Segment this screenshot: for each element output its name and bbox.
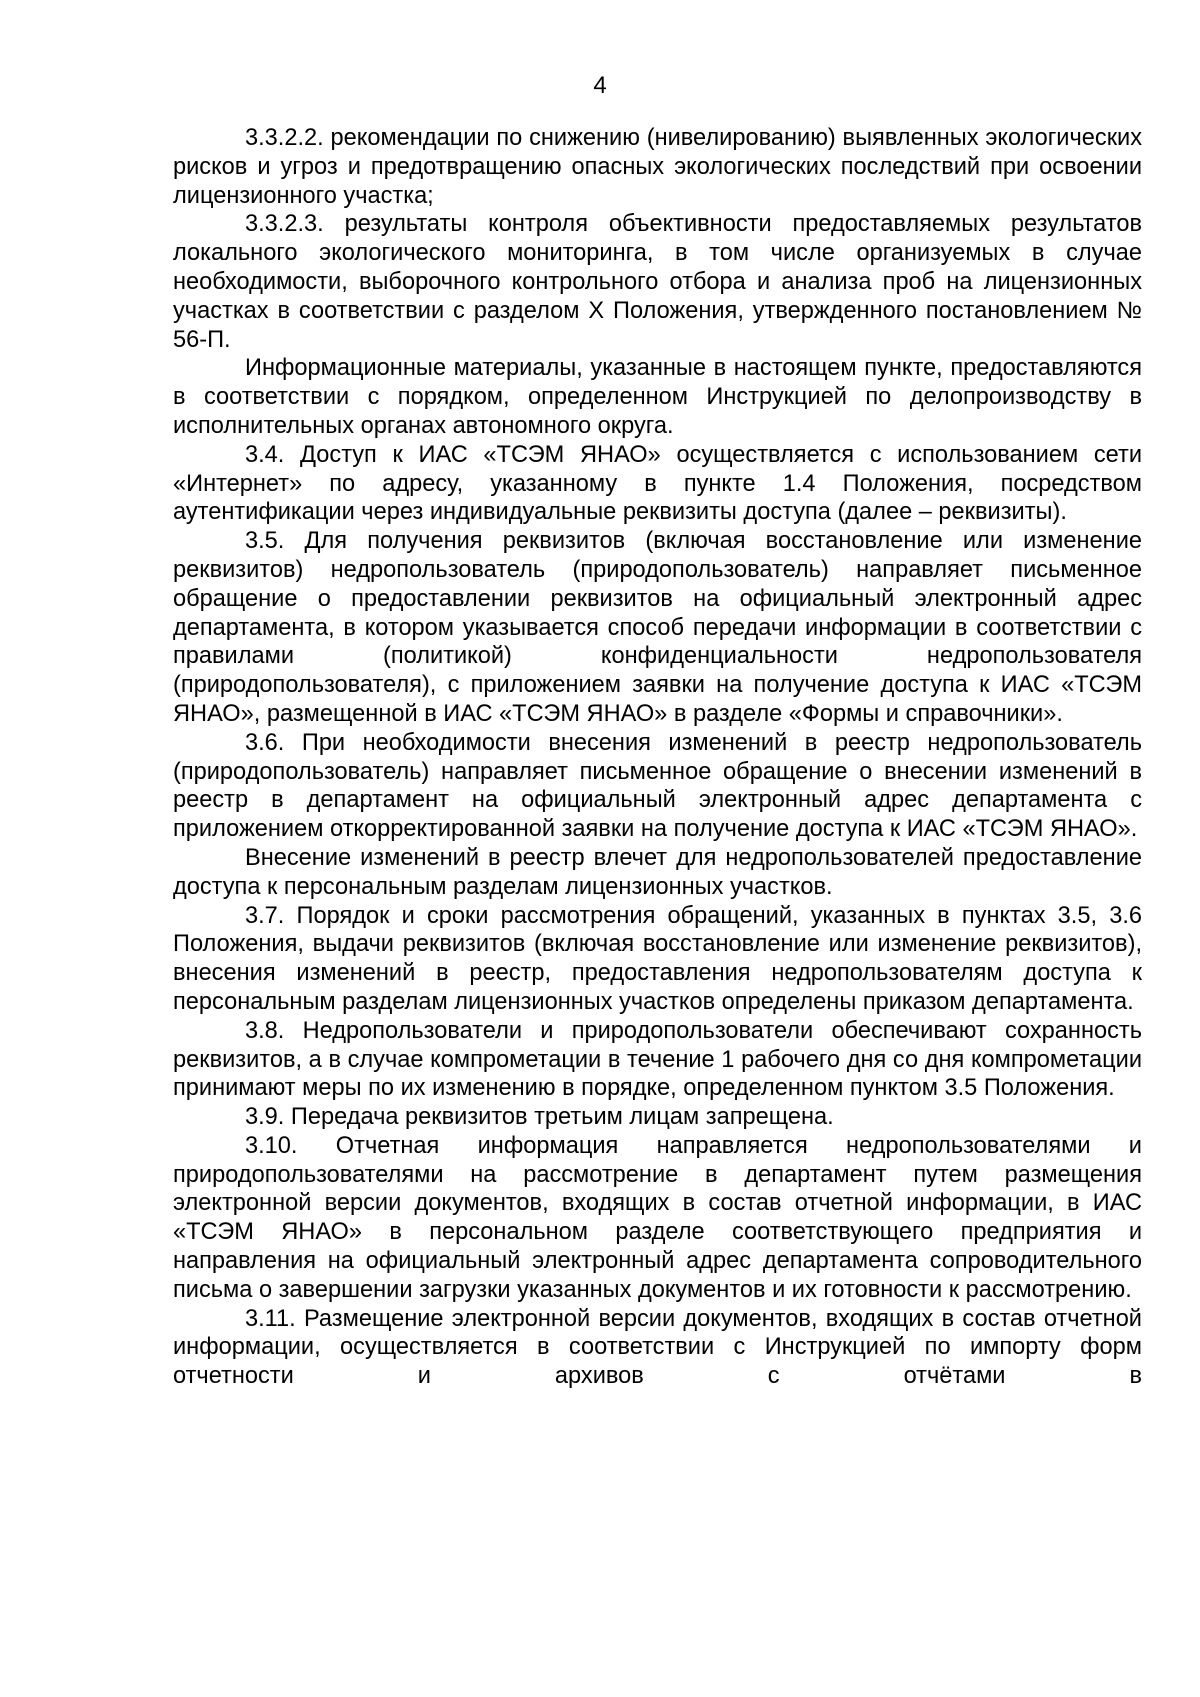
paragraph-3-9: 3.9. Передача реквизитов третьим лицам запрещена. <box>245 1104 834 1131</box>
paragraph-3-10: 3.10. Отчетная информация направляется недропользователями и природопользователями на рассмотрение в департамент путем размещения электронной версии документов, входящих в состав отчетной информации, в ИАС «ТСЭМ ЯНАО» в персональном разделе соответствующего предприятия и направления на официальный электронный адрес департамента сопроводительного письма о завершении загрузки указанных документов и их готовности к рассмотрению. <box>173 1132 1142 1303</box>
document-body <box>173 124 1142 1391</box>
paragraph-3-5: 3.5. Для получения реквизитов (включая восстановление или изменение реквизитов) недропользователь (природопользователь) направляет письменное обращение о предоставлении реквизитов на официальный электронный адрес департамента, в котором указывается способ передачи информации в соответствии с правилами (политикой) конфиденциальности недропользователя (природопользователя), с приложением заявки на получение доступа к ИАС «ТСЭМ ЯНАО», размещенной в ИАС «ТСЭМ ЯНАО» в разделе «Формы и справочники». <box>173 528 1142 727</box>
paragraph-info-materials: Информационные материалы, указанные в настоящем пункте, предоставляются в соответствии с порядком, определенном Инструкцией по делопроизводству в исполнительных органах автономного округа. <box>173 355 1142 439</box>
page-number: 4 <box>593 72 607 99</box>
paragraph-3-3-2-2: 3.3.2.2. рекомендации по снижению (нивелированию) выявленных экологических рисков и угроз и предотвращению опасных экологических последствий при освоении лицензионного участка; <box>173 125 1142 209</box>
paragraph-3-8: 3.8. Недропользователи и природопользователи обеспечивают сохранность реквизитов, а в случае компрометации в течение 1 рабочего дня со дня компрометации принимают меры по их изменению в порядке, определенном пунктом 3.5 Положения. <box>173 1017 1142 1102</box>
paragraph-3-6: 3.6. При необходимости внесения изменений в реестр недропользователь (природопользователь) направляет письменное обращение о внесении изменений в реестр в департамент на официальный электронный адрес департамента с приложением откорректированной заявки на получение доступа к ИАС «ТСЭМ ЯНАО». <box>173 729 1142 843</box>
paragraph-3-3-2-3: 3.3.2.3. результаты контроля объективности предоставляемых результатов локального экологического мониторинга, в том числе организуемых в случае необходимости, выборочного контрольного отбора и анализа проб на лицензионных участках в соответствии с разделом X Положения, утвержденного постановлением № 56-П. <box>173 211 1142 353</box>
paragraph-3-4: 3.4. Доступ к ИАС «ТСЭМ ЯНАО» осуществляется с использованием сети «Интернет» по адресу, указанному в пункте 1.4 Положения, посредством аутентификации через индивидуальные реквизиты доступа (далее – реквизиты). <box>173 441 1142 526</box>
paragraph-registry-changes: Внесение изменений в реестр влечет для недропользователей предоставление доступа к персональным разделам лицензионных участков. <box>173 844 1142 900</box>
paragraph-3-11: 3.11. Размещение электронной версии документов, входящих в состав отчетной информации, осуществляется в соответствии с Инструкцией по импорту форм отчетности и архивов с отчётами в <box>173 1305 1142 1390</box>
paragraph-3-7: 3.7. Порядок и сроки рассмотрения обращений, указанных в пунктах 3.5, 3.6 Положения, выдачи реквизитов (включая восстановление или изменение реквизитов), внесения изменений в реестр, предоставления недропользователям доступа к персональным разделам лицензионных участков определены приказом департамента. <box>173 902 1142 1015</box>
